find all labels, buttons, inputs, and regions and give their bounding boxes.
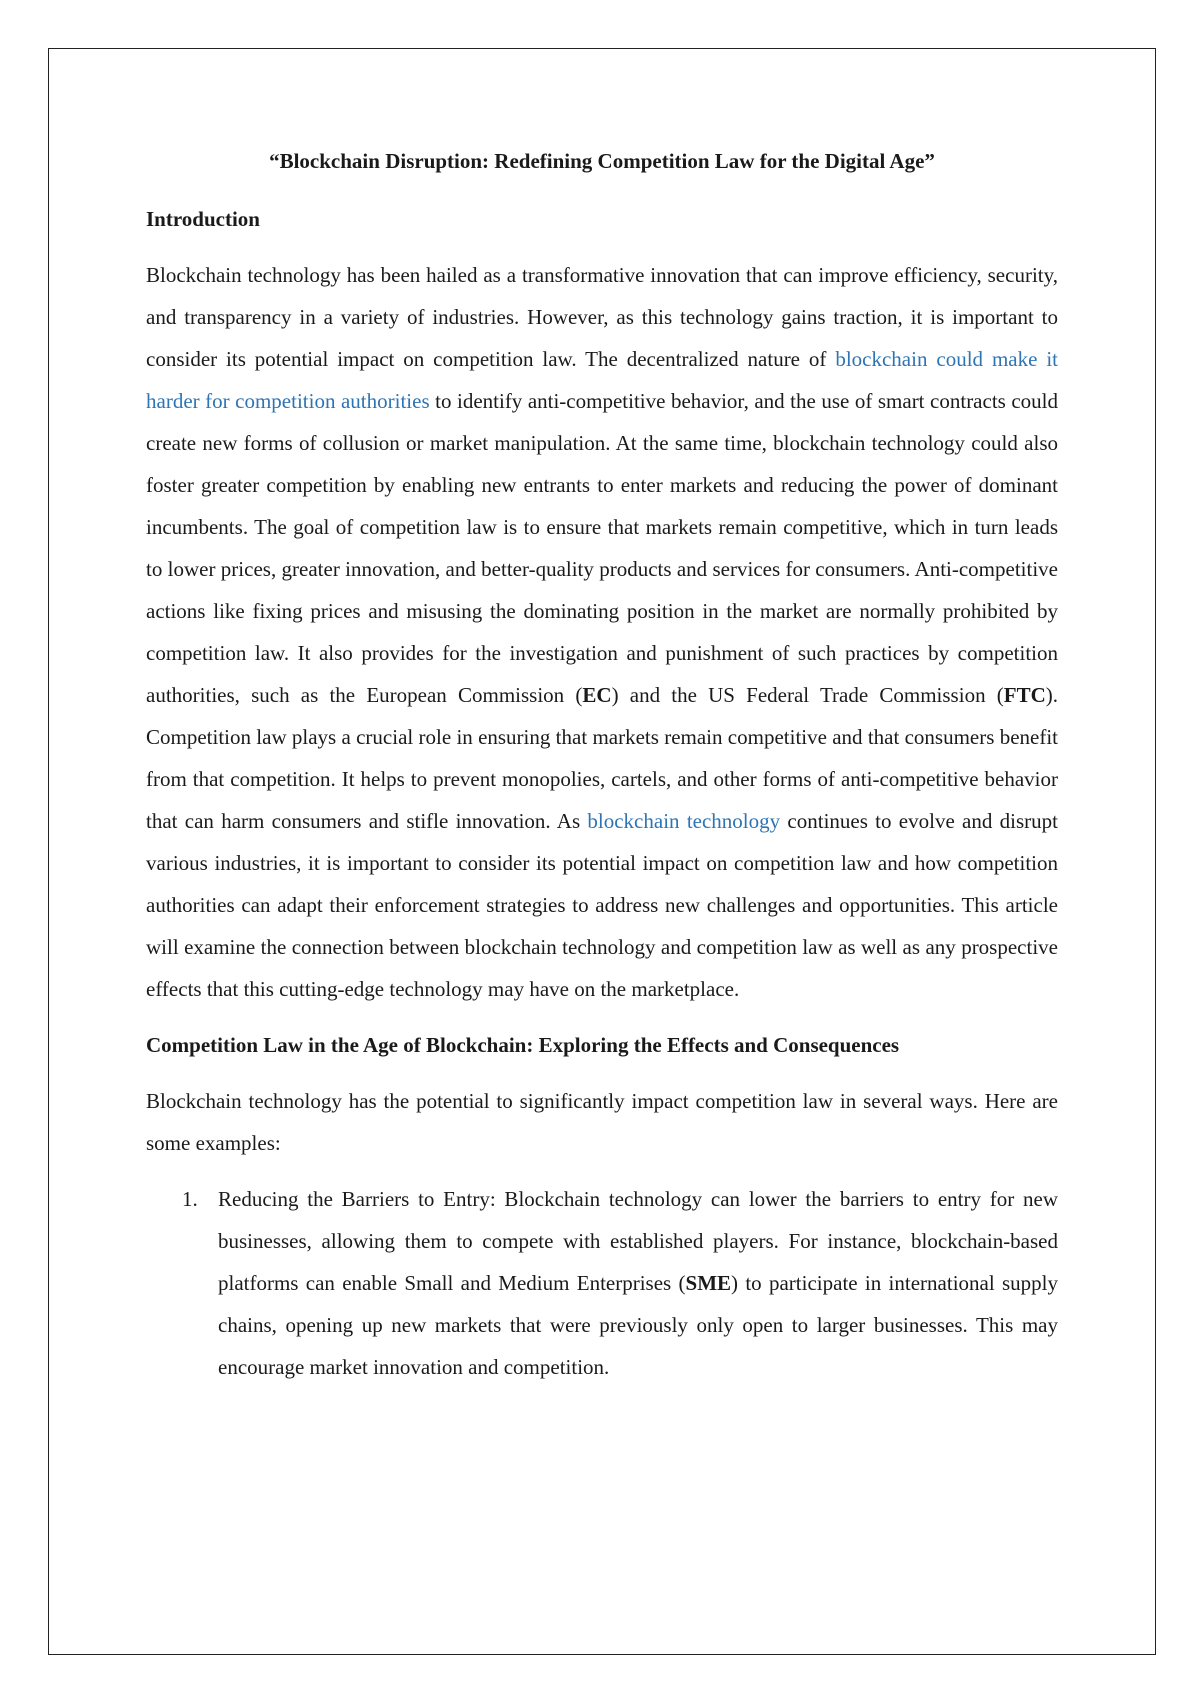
document-title: “Blockchain Disruption: Redefining Competition Law for the Digital Age” <box>269 149 935 173</box>
introduction-paragraph <box>146 254 1058 1010</box>
list-item <box>146 1178 1058 1388</box>
blockchain-technology-link[interactable]: blockchain technology <box>587 809 781 833</box>
competition-law-intro: Blockchain technology has the potential to significantly impact competition law in several ways. Here are some examples: <box>146 1089 1058 1155</box>
intro-text-5: continues to evolve and disrupt various industries, it is important to consider its potential impact on competition law and how competition authorities can adapt their enforcement strategies to address new challenges and opportunities. This article will examine the connection between blockchain technology and competition law as well as any prospective effects that this cutting-edge technology may have on the marketplace. <box>146 809 1058 1001</box>
intro-text-3: ) and the US Federal Trade Commission ( <box>611 683 1004 707</box>
abbr-ftc: FTC <box>1003 683 1046 707</box>
introduction-heading: Introduction <box>146 207 260 231</box>
list-item-text-1: Reducing the Barriers to Entry: Blockchain technology can lower the barriers to entry for new businesses, allowing them to compete with established players. For instance, blockchain-based platforms can enable Small and Medium Enterprises ( <box>218 1187 1058 1295</box>
intro-text-2: to identify anti-competitive behavior, and the use of smart contracts could create new forms of collusion or market manipulation. At the same time, blockchain technology could also foster greater competition by enabling new entrants to enter markets and reducing the power of dominant incumbents. The goal of competition law is to ensure that markets remain competitive, which in turn leads to lower prices, greater innovation, and better-quality products and services for consumers. Anti-competitive actions like fixing prices and misusing the dominating position in the market are normally prohibited by competition law. It also provides for the investigation and punishment of such practices by competition authorities, such as the European Commission ( <box>146 389 1059 707</box>
abbr-sme: SME <box>685 1271 732 1295</box>
abbr-ec: EC <box>582 683 612 707</box>
document-body <box>146 140 1058 1388</box>
examples-list <box>146 1178 1058 1388</box>
intro-text-1: Blockchain technology has been hailed as a transformative innovation that can improve efficiency, security, and transparency in a variety of industries. However, as this technology gains traction, it is important to consider its potential impact on competition law. The decentralized nature of <box>146 263 1058 371</box>
competition-law-heading: Competition Law in the Age of Blockchain: Exploring the Effects and Consequences <box>146 1033 900 1057</box>
list-number: 1. <box>182 1187 198 1211</box>
blockchain-authorities-link[interactable]: blockchain could make it harder for competition authorities <box>146 347 1058 413</box>
list-item-text-2: ) to participate in international supply chains, opening up new markets that were previously only open to larger businesses. This may encourage market innovation and competition. <box>218 1271 1058 1379</box>
intro-text-4: ). Competition law plays a crucial role in ensuring that markets remain competitive and that consumers benefit from that competition. It helps to prevent monopolies, cartels, and other forms of anti-competitive behavior that can harm consumers and stifle innovation. As <box>146 683 1059 833</box>
